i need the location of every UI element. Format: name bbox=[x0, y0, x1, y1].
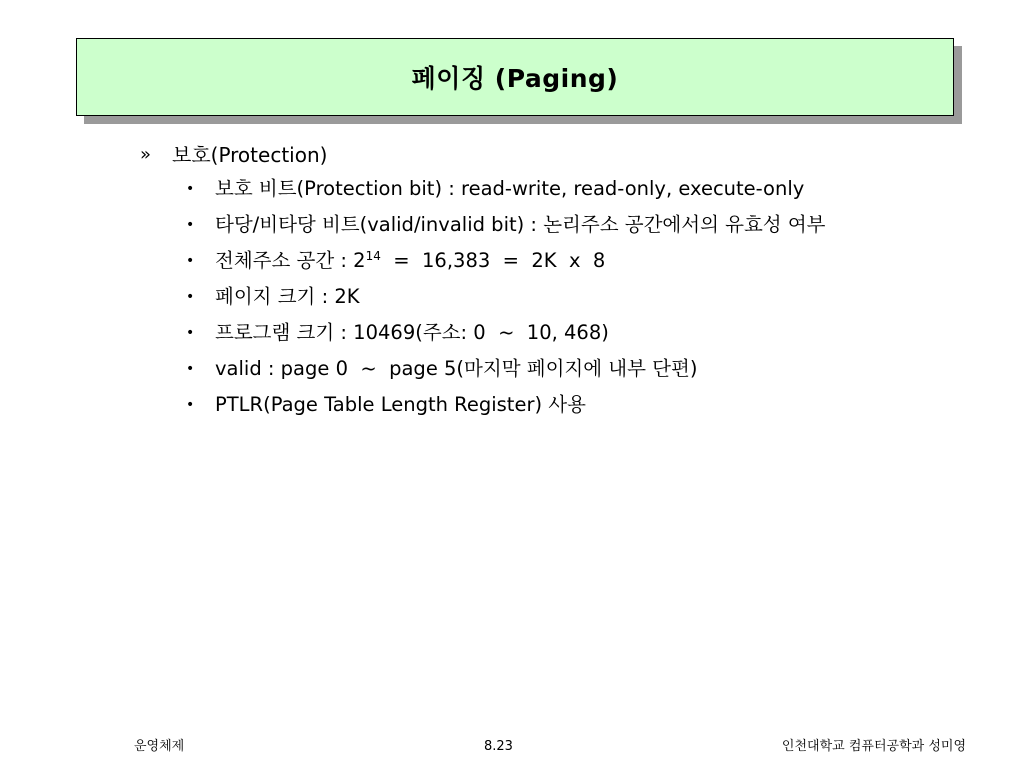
list-item bbox=[186, 174, 826, 210]
bullet-dot-icon: • bbox=[186, 361, 195, 377]
footer-course: 운영체제 bbox=[134, 739, 185, 754]
section-heading-text: 보호(Protection) bbox=[172, 143, 328, 167]
bullet-dot-icon: • bbox=[186, 397, 195, 413]
list-item-text: PTLR(Page Table Length Register) 사용 bbox=[215, 393, 586, 416]
section-heading bbox=[140, 140, 327, 170]
list-item-text: 프로그램 크기 : 10469(주소: 0 ~ 10, 468) bbox=[215, 321, 609, 344]
list-item-text: 페이지 크기 : 2K bbox=[215, 285, 360, 308]
list-item bbox=[186, 210, 826, 246]
exponent: 14 bbox=[365, 249, 381, 263]
section-bullet-icon: » bbox=[140, 144, 152, 165]
list-item-text: 보호 비트(Protection bit) : read-write, read-only, execute-only bbox=[215, 177, 805, 200]
bullet-dot-icon: • bbox=[186, 253, 195, 269]
list-item-text bbox=[215, 246, 605, 282]
bullet-dot-icon: • bbox=[186, 325, 195, 341]
list-item bbox=[186, 246, 826, 282]
list-item-text: 타당/비타당 비트(valid/invalid bit) : 논리주소 공간에서의 유효성 여부 bbox=[215, 213, 826, 236]
bullet-dot-icon: • bbox=[186, 217, 195, 233]
list-item bbox=[186, 282, 826, 318]
bullet-dot-icon: • bbox=[186, 181, 195, 197]
list-item bbox=[186, 318, 826, 354]
slide-title: 페이징 (Paging) bbox=[411, 64, 619, 93]
address-space-text: 전체주소 공간 : 2 bbox=[215, 249, 366, 272]
bullet-dot-icon: • bbox=[186, 289, 195, 305]
address-space-value: = 16,383 = 2K x 8 bbox=[380, 249, 606, 272]
bullet-list bbox=[186, 174, 826, 426]
list-item bbox=[186, 354, 826, 390]
list-item bbox=[186, 390, 826, 426]
footer-author: 인천대학교 컴퓨터공학과 성미영 bbox=[781, 739, 966, 754]
title-box bbox=[76, 38, 954, 116]
footer-page-number: 8.23 bbox=[484, 739, 513, 754]
list-item-text: valid : page 0 ~ page 5(마지막 페이지에 내부 단편) bbox=[215, 357, 698, 380]
